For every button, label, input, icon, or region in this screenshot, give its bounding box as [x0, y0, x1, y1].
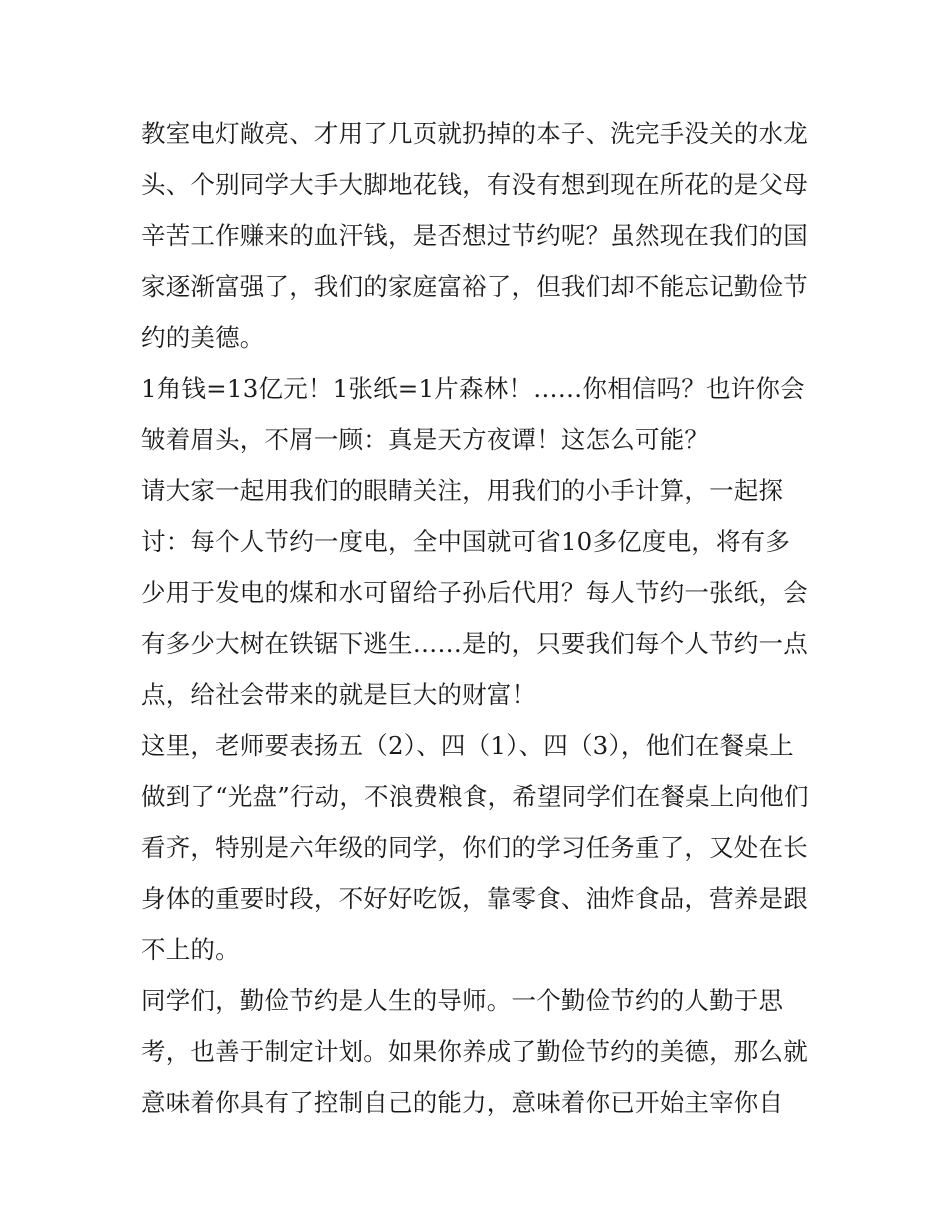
paragraph-one-cent: 1角钱=13亿元！1张纸=1片森林！……你相信吗？也许你会皱着眉头，不屑一顾：真是天方夜谭！这怎么可能？ [141, 374, 805, 454]
paragraph-waste-examples: 教室电灯敞亮、才用了几页就扔掉的本子、洗完手没关的水龙头、个别同学大手大脚地花钱，有没有想到现在所花的是父母辛苦工作赚来的血汗钱，是否想过节约呢？虽然现在我们的国家逐渐富强了，我们的家庭富裕了，但我们却不能忘记勤俭节约的美德。 [141, 119, 808, 352]
document-body [141, 108, 813, 1128]
paragraph-praise-classes: 这里，老师要表扬五（2）、四（1）、四（3），他们在餐桌上做到了“光盘”行动，不浪费粮食，希望同学们在餐桌上向他们看齐，特别是六年级的同学，你们的学习任务重了，又处在长身体的重要时段，不好好吃饭，靠零食、油炸食品，营养是跟不上的。 [141, 731, 809, 964]
paragraph-calculate: 请大家一起用我们的眼睛关注，用我们的小手计算，一起探讨：每个人节约一度电，全中国就可省10多亿度电，将有多少用于发电的煤和水可留给子孙后代用？每人节约一张纸，会有多少大树在铁锯下逃生……是的，只要我们每个人节约一点点，给社会带来的就是巨大的财富！ [141, 476, 808, 709]
paragraph-thrift-mentor: 同学们，勤俭节约是人生的导师。一个勤俭节约的人勤于思考，也善于制定计划。如果你养成了勤俭节约的美德，那么就意味着你具有了控制自己的能力，意味着你已开始主宰你自 [141, 986, 808, 1117]
